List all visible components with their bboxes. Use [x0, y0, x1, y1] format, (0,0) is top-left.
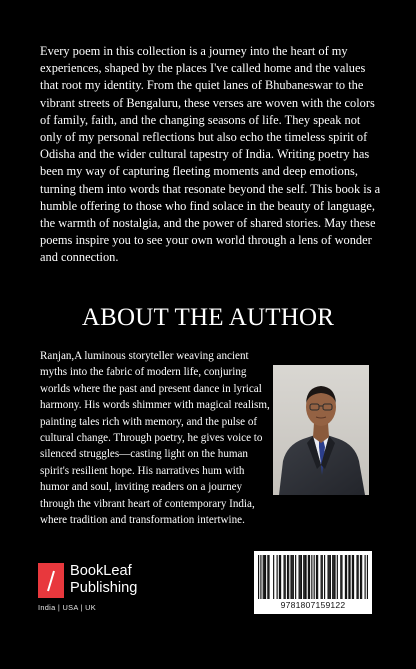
barcode-bar [300, 555, 301, 599]
barcode-bar [268, 555, 269, 599]
barcode-bar [283, 555, 284, 599]
barcode-bar [292, 555, 293, 599]
barcode-bar [288, 555, 289, 599]
isbn-barcode [254, 551, 372, 614]
barcode-bar [280, 555, 281, 599]
barcode-bars [258, 555, 368, 599]
barcode-bar [360, 555, 361, 599]
barcode-bar [340, 555, 341, 599]
barcode-bar [285, 555, 286, 599]
book-blurb: Every poem in this collection is a journey into the heart of my experiences, shaped by the places I've called home and the values that root my identity. From the quiet lanes of Bhubaneswar to the vibrant streets of Bengaluru, these verses are woven with the colors of family, faith, and the changing seasons of life. They speak not only of my personal reflections but also echo the timeless spirit of Odisha and the wider cultural tapestry of India. Writing poetry has been my way of capturing fleeting moments and deep emotions, turning them into words that resonate beyond the self. This book is a humble offering to those who find solace in the beauty of language, the warmth of nostalgia, and the power of shared stories. May these poems inspire you to see your own world through a lens of wonder and connection. [40, 44, 381, 265]
about-the-author-heading: ABOUT THE AUTHOR [81, 304, 335, 331]
barcode-bar [349, 555, 350, 599]
bookleaf-logo-icon [38, 563, 64, 598]
barcode-bar [303, 555, 304, 599]
barcode-bar [287, 555, 288, 599]
barcode-bar [361, 555, 362, 599]
barcode-bar [358, 555, 359, 599]
barcode-bar [314, 555, 315, 599]
barcode-bar [265, 555, 266, 599]
barcode-bar [258, 555, 259, 599]
barcode-bar [356, 555, 357, 599]
barcode-bar [321, 555, 322, 599]
isbn-number: 9781807159122 [280, 600, 346, 610]
barcode-bar [267, 555, 268, 599]
publisher-name: BookLeaf [70, 563, 132, 579]
barcode-bar [333, 555, 334, 599]
barcode-bar [337, 555, 338, 599]
barcode-bar [345, 555, 346, 599]
publisher-regions: India | USA | UK [38, 603, 96, 612]
barcode-bar [277, 555, 278, 599]
barcode-bar [341, 555, 342, 599]
barcode-bar [322, 555, 323, 599]
barcode-bar [317, 555, 318, 599]
barcode-bar [348, 555, 349, 599]
barcode-bar [273, 555, 274, 599]
barcode-bar [279, 555, 280, 599]
barcode-bar [367, 555, 368, 599]
barcode-bar [311, 555, 312, 599]
barcode-bar [316, 555, 317, 599]
barcode-bar [352, 555, 353, 599]
barcode-bar [304, 555, 305, 599]
barcode-bar [264, 555, 265, 599]
barcode-bar [327, 555, 328, 599]
publisher-name-sub: Publishing [70, 580, 138, 596]
barcode-bar [301, 555, 302, 599]
author-bio: Ranjan,A luminous storyteller weaving ancient myths into the fabric of modern life, conjuring worlds where the past and present dance in lyrical harmony. His words shimmer with magical realism, painting tales rich with memory, and the pulse of cultural change. Through poetry, he gives voice to silenced struggles—casting light on the human spirit's resilient hope. His narratives hum with humor and soul, inviting readers on a journey through the vibrant heart of contemporary India, where tradition and transformation intertwine. [40, 350, 270, 527]
barcode-bar [346, 555, 347, 599]
barcode-bar [308, 555, 309, 599]
publisher-logo [38, 560, 168, 616]
barcode-bar [263, 555, 264, 599]
barcode-bar [293, 555, 294, 599]
barcode-bar [299, 555, 300, 599]
author-photo [273, 365, 369, 495]
barcode-bar [330, 555, 331, 599]
barcode-bar [365, 555, 366, 599]
barcode-bar [334, 555, 335, 599]
barcode-bar [353, 555, 354, 599]
barcode-bar [305, 555, 306, 599]
barcode-bar [332, 555, 333, 599]
barcode-bar [295, 555, 296, 599]
barcode-bar [309, 555, 310, 599]
barcode-bar [329, 555, 330, 599]
barcode-bar [290, 555, 291, 599]
barcode-bar [324, 555, 325, 599]
barcode-bar [260, 555, 261, 599]
